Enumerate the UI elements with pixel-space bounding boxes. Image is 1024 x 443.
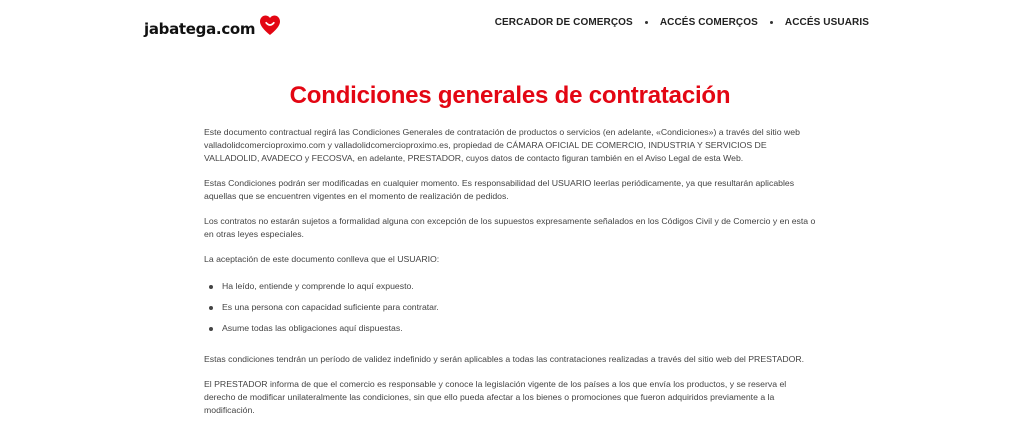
- logo-text: jabatega.com: [144, 20, 256, 38]
- paragraph: El PRESTADOR informa de que el comercio es responsable y conoce la legislación vigente de los países a los que envía los productos, y se reserva el derecho de modificar unilateralmente las condiciones, sin que ello pueda afectar a los bienes o promociones que fueron adquiridos previamente a la modificación.: [204, 379, 787, 415]
- list-item: [204, 322, 816, 335]
- nav-separator: [645, 21, 648, 24]
- paragraph: La aceptación de este documento conlleva que el USUARIO:: [204, 254, 440, 264]
- site-logo[interactable]: [144, 12, 283, 38]
- conditions-list: [204, 280, 816, 335]
- site-header: [0, 0, 1024, 50]
- list-item: [204, 301, 816, 314]
- nav-separator: [770, 21, 773, 24]
- list-item-text: Asume todas las obligaciones aquí dispuestas.: [222, 323, 403, 333]
- list-item: [204, 280, 816, 293]
- paragraph: Estas Condiciones podrán ser modificadas en cualquier momento. Es responsabilidad del USUARIO leerlas periódicamente, ya que resultarán aplicables aquellas que se encuentren vigentes en el momento de realización de pedidos.: [204, 178, 795, 201]
- nav-item-acces-comercos[interactable]: ACCÉS COMERÇOS: [659, 17, 758, 28]
- bullet-dot-icon: [209, 306, 213, 310]
- paragraph: Este documento contractual regirá las Condiciones Generales de contratación de productos o servicios (en adelante, «Condiciones») a través del sitio web valladolidcomercioproximo.com y valladolidcomercioproximo.es, propiedad de CÁMARA OFICIAL DE COMERCIO, INDUSTRIA Y SERVICIOS DE VALLADOLID, AVADECO y FECOSVA, en adelante, PRESTADOR, cuyos datos de contacto figuran también en el Aviso Legal de esta Web.: [204, 127, 800, 163]
- nav-item-acces-usuaris[interactable]: ACCÉS USUARIS: [784, 17, 869, 28]
- bullet-dot-icon: [209, 327, 213, 331]
- heart-icon: [257, 12, 283, 38]
- paragraph: Los contratos no estarán sujetos a formalidad alguna con excepción de los supuestos expresamente señalados en los Códigos Civil y de Comercio y en esta o en otras leyes especiales.: [204, 216, 816, 239]
- main-nav: [495, 17, 869, 28]
- page-title: Condiciones generales de contratación: [289, 82, 731, 109]
- list-item-text: Es una persona con capacidad suficiente para contratar.: [222, 302, 439, 312]
- bullet-dot-icon: [209, 285, 213, 289]
- main-content: [204, 80, 816, 417]
- nav-item-cercador-de-comercos[interactable]: CERCADOR DE COMERÇOS: [494, 17, 633, 28]
- list-item-text: Ha leído, entiende y comprende lo aquí expuesto.: [222, 281, 414, 291]
- paragraph: Estas condiciones tendrán un período de validez indefinido y serán aplicables a todas las contrataciones realizadas a través del sitio web del PRESTADOR.: [204, 354, 805, 364]
